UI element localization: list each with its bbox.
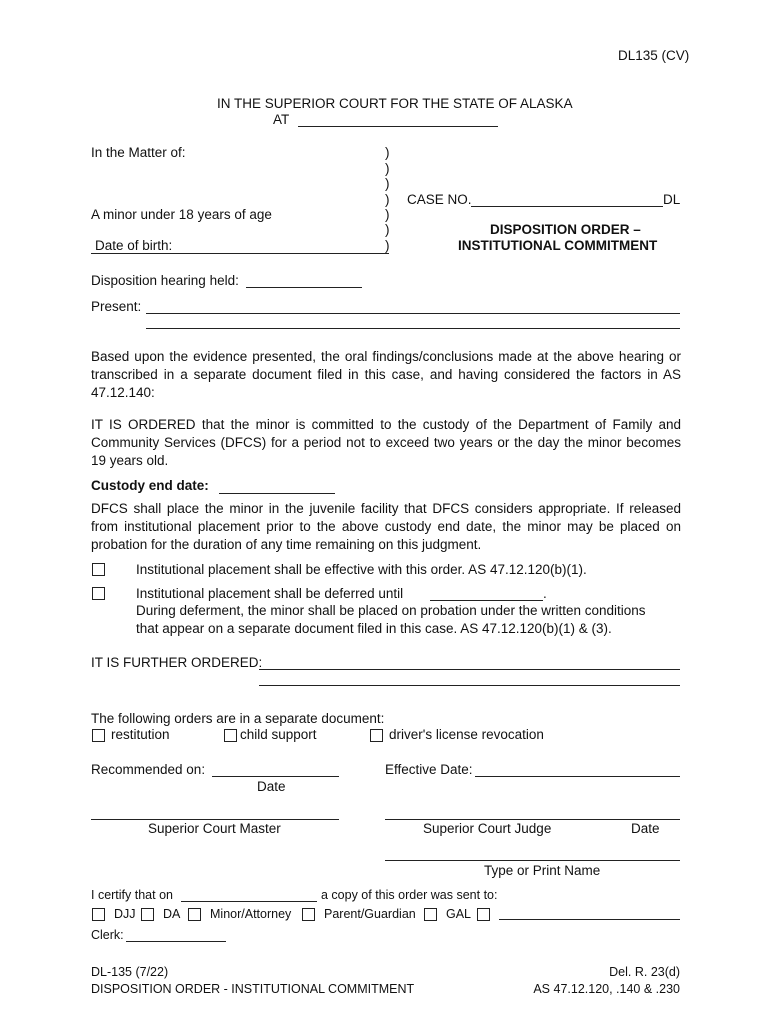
court-title: IN THE SUPERIOR COURT FOR THE STATE OF ALASKA <box>217 96 573 111</box>
doc-title-line2: INSTITUTIONAL COMMITMENT <box>458 238 658 253</box>
court-location-field[interactable] <box>298 126 498 127</box>
deferred-placement-line2: During deferment, the minor shall be placed on probation under the written conditions <box>136 603 646 618</box>
license-revocation-label: driver's license revocation <box>389 727 544 742</box>
minor-attorney-label: Minor/Attorney <box>210 907 292 921</box>
recommended-date-caption: Date <box>257 779 286 794</box>
other-recipient-checkbox[interactable] <box>477 908 490 921</box>
print-name-label: Type or Print Name <box>484 863 601 878</box>
deferred-placement-line3: that appear on a separate document filed in this case. AS 47.12.120(b)(1) & (3). <box>136 621 612 636</box>
dfcs-paragraph: DFCS shall place the minor in the juvenile facility that DFCS considers appropriate. If released from institutional placement prior to the above custody end date, the minor may be placed on probation for the duration of any time remaining on this judgment. <box>91 501 681 552</box>
hearing-label: Disposition hearing held: <box>91 273 239 288</box>
custody-end-label: Custody end date: <box>91 478 209 493</box>
deferred-period: . <box>543 586 547 601</box>
intro-paragraph: Based upon the evidence presented, the oral findings/conclusions made at the above hearing or transcribed in a separate document filed in this case, and having considered the factors in AS 47.12.140: <box>91 349 681 400</box>
certify-date-field[interactable] <box>181 901 317 902</box>
present-field-line2[interactable] <box>146 328 680 329</box>
caption-paren: ) <box>385 145 390 160</box>
da-checkbox[interactable] <box>141 908 154 921</box>
judge-label: Superior Court Judge <box>423 821 552 836</box>
dob-field[interactable] <box>91 253 389 254</box>
present-label: Present: <box>91 299 142 314</box>
effective-date-field[interactable] <box>475 776 680 777</box>
parent-guardian-label: Parent/Guardian <box>324 907 416 921</box>
license-revocation-checkbox[interactable] <box>370 729 383 742</box>
form-code: DL135 (CV) <box>618 48 690 63</box>
djj-checkbox[interactable] <box>92 908 105 921</box>
gal-checkbox[interactable] <box>424 908 437 921</box>
minor-label: A minor under 18 years of age <box>91 207 272 222</box>
effective-date-label: Effective Date: <box>385 762 473 777</box>
clerk-field[interactable] <box>126 941 226 942</box>
matter-label: In the Matter of: <box>91 145 186 160</box>
separate-docs-intro: The following orders are in a separate document: <box>91 711 385 726</box>
caption-paren: ) <box>385 238 390 253</box>
dob-label: Date of birth: <box>95 238 173 253</box>
deferred-placement-line1: Institutional placement shall be deferred until <box>136 586 404 601</box>
effective-placement-text: Institutional placement shall be effective with this order. AS 47.12.120(b)(1). <box>136 562 587 577</box>
deferred-placement-checkbox[interactable] <box>92 587 105 600</box>
footer-form-title: DISPOSITION ORDER - INSTITUTIONAL COMMITMENT <box>91 982 415 996</box>
restitution-label: restitution <box>111 727 170 742</box>
caption-paren: ) <box>385 222 390 237</box>
print-name-line[interactable] <box>385 860 680 861</box>
child-support-label: child support <box>240 727 317 742</box>
case-suffix: DL <box>663 192 681 207</box>
hearing-date-field[interactable] <box>246 287 362 288</box>
restitution-checkbox[interactable] <box>92 729 105 742</box>
minor-attorney-checkbox[interactable] <box>188 908 201 921</box>
child-support-checkbox[interactable] <box>224 729 237 742</box>
certify-prefix: I certify that on <box>91 888 173 902</box>
case-number-field[interactable] <box>471 206 663 207</box>
gal-label: GAL <box>446 907 472 921</box>
effective-placement-checkbox[interactable] <box>92 563 105 576</box>
case-no-label: CASE NO. <box>407 192 472 207</box>
da-label: DA <box>163 907 181 921</box>
other-recipient-field[interactable] <box>499 919 680 920</box>
further-ordered-label: IT IS FURTHER ORDERED: <box>91 655 263 670</box>
at-label: AT <box>273 112 290 127</box>
caption-paren: ) <box>385 176 390 191</box>
ordered-paragraph: IT IS ORDERED that the minor is committed to the custody of the Department of Family and Community Services (DFCS) for a period not to exceed two years or the day the minor becomes 19 years old. <box>91 417 681 468</box>
further-ordered-field-line2[interactable] <box>259 685 680 686</box>
custody-end-field[interactable] <box>219 493 335 494</box>
footer-form-number: DL-135 (7/22) <box>91 965 169 979</box>
parent-guardian-checkbox[interactable] <box>302 908 315 921</box>
judge-signature-line[interactable] <box>385 819 680 820</box>
caption-paren: ) <box>385 161 390 176</box>
present-field[interactable] <box>146 313 680 314</box>
recommended-label: Recommended on: <box>91 762 206 777</box>
caption-paren: ) <box>385 207 390 222</box>
further-ordered-field[interactable] <box>259 669 680 670</box>
deferred-until-field[interactable] <box>430 600 543 601</box>
djj-label: DJJ <box>114 907 136 921</box>
certify-suffix: a copy of this order was sent to: <box>321 888 498 902</box>
footer-rule: Del. R. 23(d) <box>609 965 680 979</box>
footer-statutes: AS 47.12.120, .140 & .230 <box>533 982 680 996</box>
master-signature-line[interactable] <box>91 819 339 820</box>
clerk-label: Clerk: <box>91 928 124 942</box>
caption-paren: ) <box>385 192 390 207</box>
master-label: Superior Court Master <box>148 821 281 836</box>
judge-date-label: Date <box>631 821 660 836</box>
recommended-date-field[interactable] <box>212 776 339 777</box>
doc-title-line1: DISPOSITION ORDER – <box>490 222 641 237</box>
